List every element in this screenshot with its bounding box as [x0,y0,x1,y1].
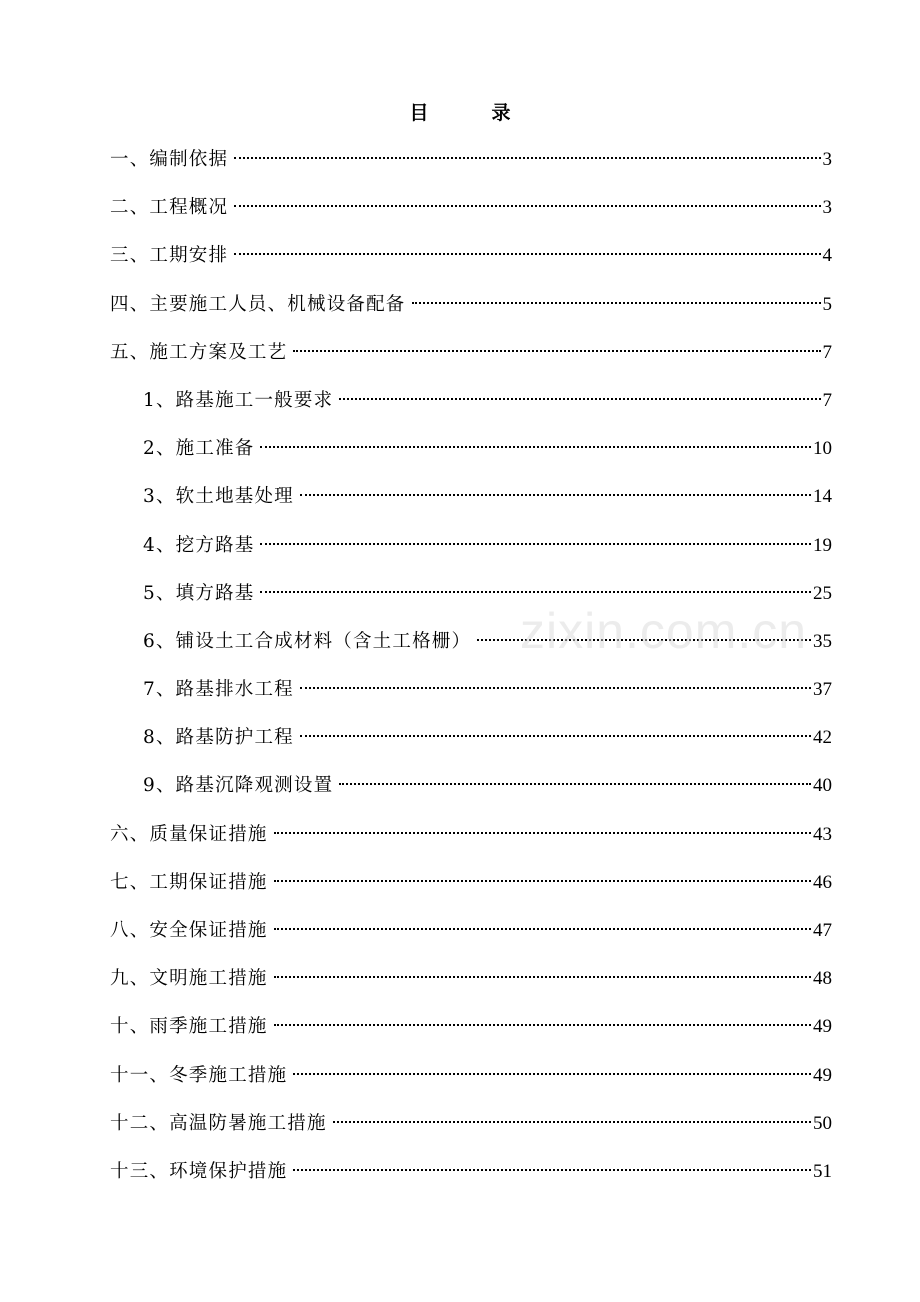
toc-entry-label: 十、雨季施工措施 [110,1016,268,1038]
toc-entry[interactable] [110,1059,832,1107]
toc-dot-leader [274,832,811,834]
toc-list [110,143,832,1203]
toc-entry-label: 7、路基排水工程 [143,679,294,701]
toc-dot-leader [339,783,811,785]
toc-dot-leader [300,494,811,496]
toc-dot-leader [293,1169,811,1171]
toc-entry[interactable] [110,721,832,769]
watermark: zixin.com.cn [520,603,808,659]
toc-entry-label: 七、工期保证措施 [110,871,268,893]
toc-entry[interactable] [110,336,832,384]
toc-entry-page-number: 47 [813,920,832,941]
toc-entry-label: 8、路基防护工程 [143,727,294,749]
toc-dot-leader [274,976,811,978]
toc-entry-label: 2、施工准备 [143,438,255,460]
toc-entry-page-number: 3 [822,197,832,219]
toc-entry[interactable] [110,288,832,336]
toc-entry-label: 五、施工方案及工艺 [110,341,288,363]
toc-entry-page-number: 35 [813,630,832,652]
toc-entry-label: 3、软土地基处理 [143,486,294,508]
toc-entry-page-number: 4 [822,245,832,267]
toc-title: 目 录 [409,102,533,124]
toc-dot-leader [260,446,811,448]
toc-dot-leader [300,735,811,737]
toc-entry[interactable] [110,529,832,577]
toc-entry-label: 5、填方路基 [143,582,255,604]
toc-entry[interactable] [110,866,832,914]
toc-entry-page-number: 10 [813,438,832,460]
toc-dot-leader [274,928,811,930]
toc-entry[interactable] [110,914,832,962]
toc-entry-page-number: 14 [813,486,832,508]
toc-entry[interactable] [110,384,832,432]
toc-entry[interactable] [110,1010,832,1058]
toc-entry[interactable] [110,673,832,721]
toc-entry-label: 八、安全保证措施 [110,920,268,941]
toc-entry-page-number: 40 [813,775,832,797]
toc-entry-page-number: 7 [822,341,832,363]
toc-dot-leader [339,398,820,400]
toc-entry-page-number: 3 [822,149,832,170]
toc-dot-leader [234,253,820,255]
toc-entry-label: 十三、环境保护措施 [110,1160,288,1182]
toc-dot-leader [477,639,811,641]
toc-entry-label: 三、工期安排 [110,245,229,267]
toc-entry-label: 6、铺设土工合成材料（含土工格栅） [143,630,472,652]
toc-entry-page-number: 37 [813,679,832,701]
toc-entry-label: 二、工程概况 [110,197,229,219]
toc-entry-page-number: 19 [813,534,832,556]
toc-entry-label: 一、编制依据 [110,149,229,170]
toc-entry-page-number: 49 [813,1016,832,1038]
toc-entry-label: 4、挖方路基 [143,534,255,556]
toc-entry[interactable] [110,625,832,673]
toc-dot-leader [412,302,821,304]
toc-dot-leader [234,205,820,207]
toc-entry[interactable] [110,577,832,625]
toc-entry-label: 六、质量保证措施 [110,823,268,845]
toc-entry-page-number: 50 [813,1112,832,1134]
toc-entry-page-number: 7 [822,389,832,411]
toc-entry[interactable] [110,818,832,866]
toc-entry-page-number: 46 [813,871,832,893]
toc-entry[interactable] [110,239,832,287]
toc-entry-page-number: 43 [813,823,832,845]
toc-entry-page-number: 51 [813,1160,832,1182]
toc-entry[interactable] [110,432,832,480]
toc-dot-leader [300,687,811,689]
toc-entry-page-number: 25 [813,582,832,604]
toc-entry-label: 9、路基沉降观测设置 [143,775,334,797]
toc-entry[interactable] [110,962,832,1010]
toc-entry[interactable] [110,769,832,817]
toc-entry-label: 十一、冬季施工措施 [110,1064,288,1086]
toc-entry[interactable] [110,191,832,239]
toc-entry[interactable] [110,143,832,191]
toc-dot-leader [234,157,820,159]
toc-dot-leader [293,350,820,352]
toc-entry-page-number: 48 [813,968,832,990]
toc-entry[interactable] [110,480,832,528]
toc-entry-label: 四、主要施工人员、机械设备配备 [110,293,406,315]
toc-dot-leader [293,1073,811,1075]
toc-entry-page-number: 49 [813,1064,832,1086]
toc-dot-leader [333,1121,811,1123]
toc-entry-label: 九、文明施工措施 [110,968,268,990]
toc-entry[interactable] [110,1155,832,1203]
toc-dot-leader [260,543,811,545]
toc-entry-page-number: 5 [822,293,832,315]
toc-entry-page-number: 42 [813,727,832,749]
toc-dot-leader [274,880,811,882]
toc-entry-label: 十二、高温防暑施工措施 [110,1112,327,1134]
toc-dot-leader [260,591,811,593]
toc-entry-label: 1、路基施工一般要求 [143,389,334,411]
toc-dot-leader [274,1024,811,1026]
toc-entry[interactable] [110,1107,832,1155]
